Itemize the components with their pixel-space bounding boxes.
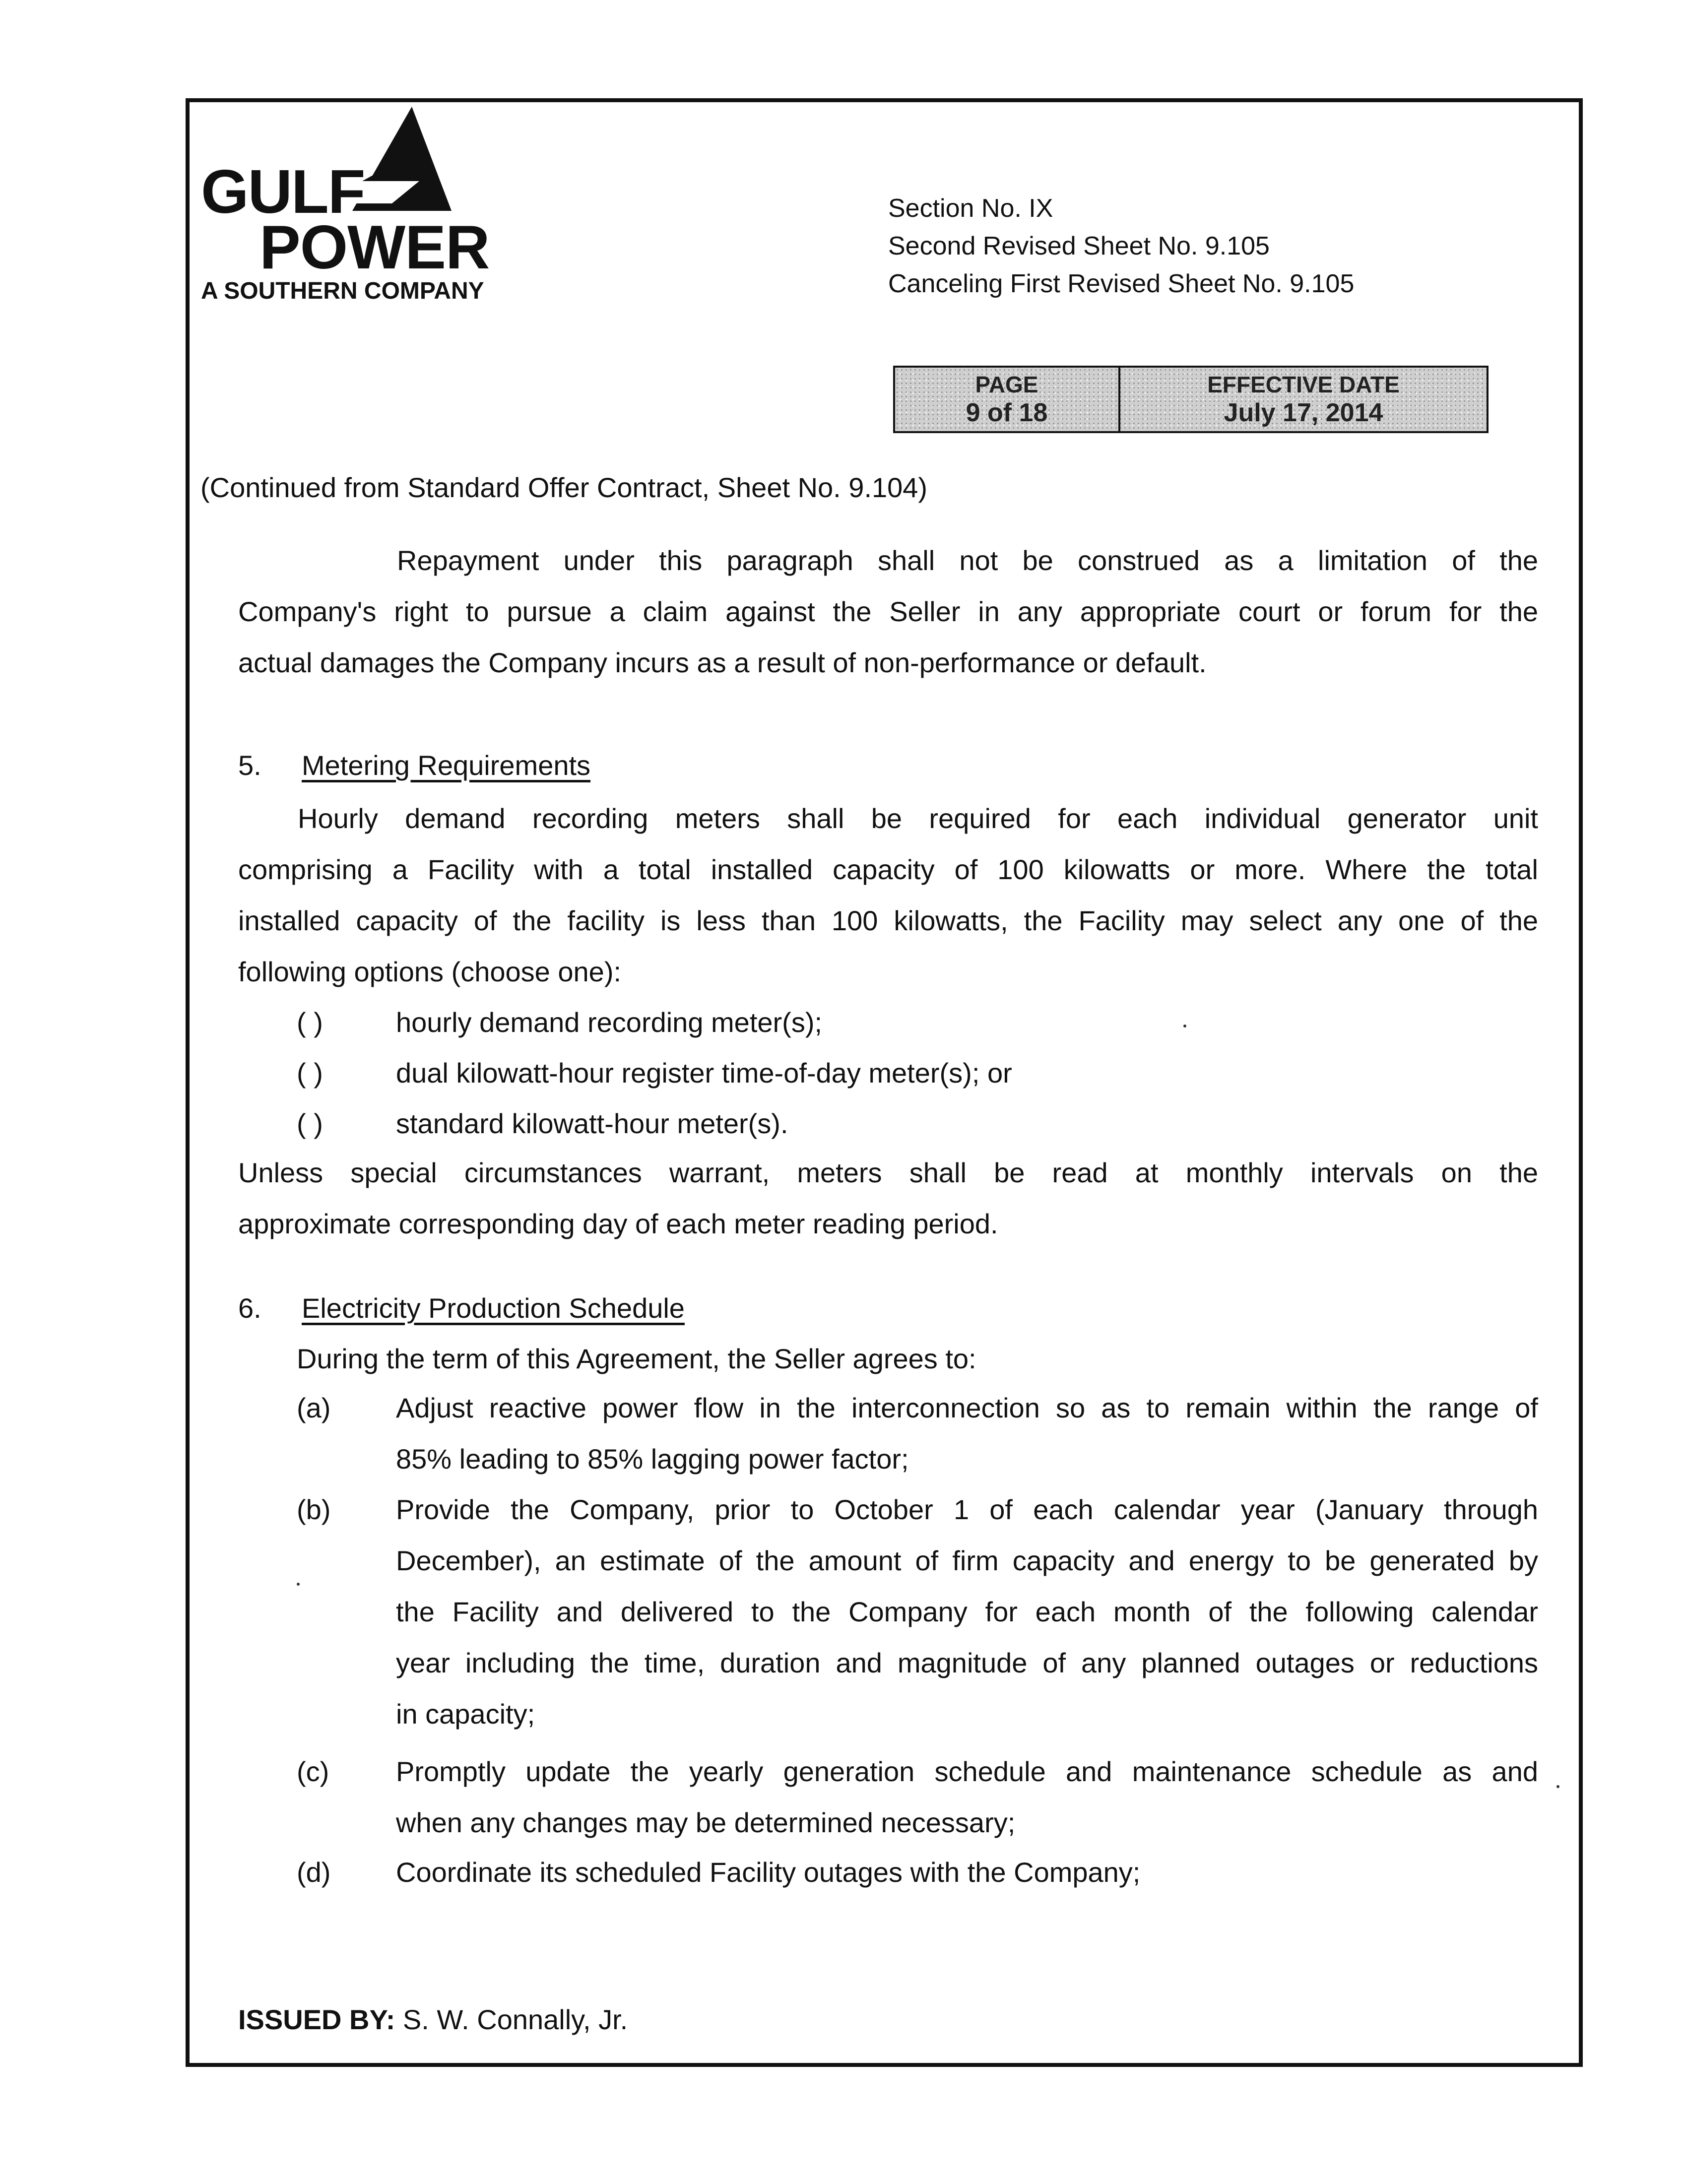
paragraph-line: actual damages the Company incurs as a result of non-performance or default.: [238, 647, 1207, 678]
option-text: standard kilowatt-hour meter(s).: [396, 1108, 788, 1139]
effective-date-label: EFFECTIVE DATE: [1207, 372, 1400, 397]
section-number-label: 6.: [238, 1292, 261, 1324]
section-number-label: 5.: [238, 750, 261, 781]
paragraph-line: approximate corresponding day of each meter reading period.: [238, 1208, 998, 1239]
logo-southern-text: A SOUTHERN COMPANY: [201, 278, 484, 304]
option-checkbox: ( ): [297, 1108, 323, 1139]
paragraph-line: Company's right to pursue a claim against the Seller in any appropriate court or forum for the: [238, 596, 1538, 627]
company-logo: [201, 107, 523, 315]
issued-by-label: ISSUED BY:: [238, 2004, 395, 2035]
scan-speck: [297, 1583, 300, 1586]
section-number: Section No. IX: [888, 194, 1053, 223]
item-line: Promptly update the yearly generation schedule and maintenance schedule as and: [396, 1756, 1538, 1787]
section-6-intro: During the term of this Agreement, the Seller agrees to:: [297, 1343, 976, 1374]
section-title: Electricity Production Schedule: [302, 1292, 685, 1324]
scan-speck: [1556, 1785, 1559, 1788]
item-line: December), an estimate of the amount of firm capacity and energy to be generated by: [396, 1545, 1538, 1576]
option-checkbox: ( ): [297, 1007, 323, 1038]
logo-power-text: POWER: [259, 213, 490, 282]
option-text: dual kilowatt-hour register time-of-day meter(s); or: [396, 1057, 1012, 1089]
paragraph-line: Unless special circumstances warrant, meters shall be read at monthly intervals on the: [238, 1157, 1538, 1188]
issuer-name: S. W. Connally, Jr.: [402, 2004, 628, 2035]
paragraph-line: installed capacity of the facility is less than 100 kilowatts, the Facility may select any one of the: [238, 905, 1538, 936]
option-checkbox: ( ): [297, 1057, 323, 1089]
item-line: 85% leading to 85% lagging power factor;: [396, 1443, 909, 1475]
page-value: 9 of 18: [966, 398, 1048, 427]
item-marker: (b): [297, 1494, 331, 1525]
continued-note: (Continued from Standard Offer Contract, Sheet No. 9.104): [200, 472, 928, 503]
item-line: Coordinate its scheduled Facility outages with the Company;: [396, 1857, 1141, 1888]
paragraph-line: Repayment under this paragraph shall not be construed as a limitation of the: [397, 545, 1538, 576]
repayment-paragraph: [238, 535, 1538, 688]
effective-date-value: July 17, 2014: [1224, 398, 1383, 427]
metering-paragraph: [238, 793, 1538, 997]
item-line: year including the time, duration and magnitude of any planned outages or reductions: [396, 1647, 1538, 1678]
paragraph-line: comprising a Facility with a total installed capacity of 100 kilowatts or more. Where the total: [238, 854, 1538, 885]
page-cell: [895, 368, 1120, 431]
revised-sheet: Second Revised Sheet No. 9.105: [888, 232, 1270, 260]
sheet-info: [888, 190, 1354, 303]
item-line: when any changes may be determined necessary;: [396, 1807, 1016, 1838]
paragraph-line: following options (choose one):: [238, 956, 622, 987]
effective-date-cell: [1120, 368, 1487, 431]
issued-by: [238, 2003, 628, 2036]
item-marker: (c): [297, 1756, 329, 1787]
section-title: Metering Requirements: [302, 750, 591, 781]
paragraph-line: Hourly demand recording meters shall be required for each individual generator unit: [298, 803, 1538, 834]
page-label: PAGE: [975, 372, 1038, 397]
option-text: hourly demand recording meter(s);: [396, 1007, 823, 1038]
canceling-sheet: Canceling First Revised Sheet No. 9.105: [888, 269, 1355, 298]
meter-reading-paragraph: [238, 1147, 1538, 1249]
item-marker: (a): [297, 1392, 331, 1423]
logo-gulf-text: GULF: [201, 158, 365, 226]
item-line: in capacity;: [396, 1698, 535, 1730]
item-line: Provide the Company, prior to October 1 of each calendar year (January through: [396, 1494, 1538, 1525]
item-line: the Facility and delivered to the Company for each month of the following calendar: [396, 1596, 1538, 1627]
page-date-stamp: [893, 366, 1489, 433]
item-line: Adjust reactive power flow in the interconnection so as to remain within the range of: [396, 1392, 1538, 1423]
item-marker: (d): [297, 1857, 331, 1888]
scan-speck: [1183, 1025, 1186, 1028]
